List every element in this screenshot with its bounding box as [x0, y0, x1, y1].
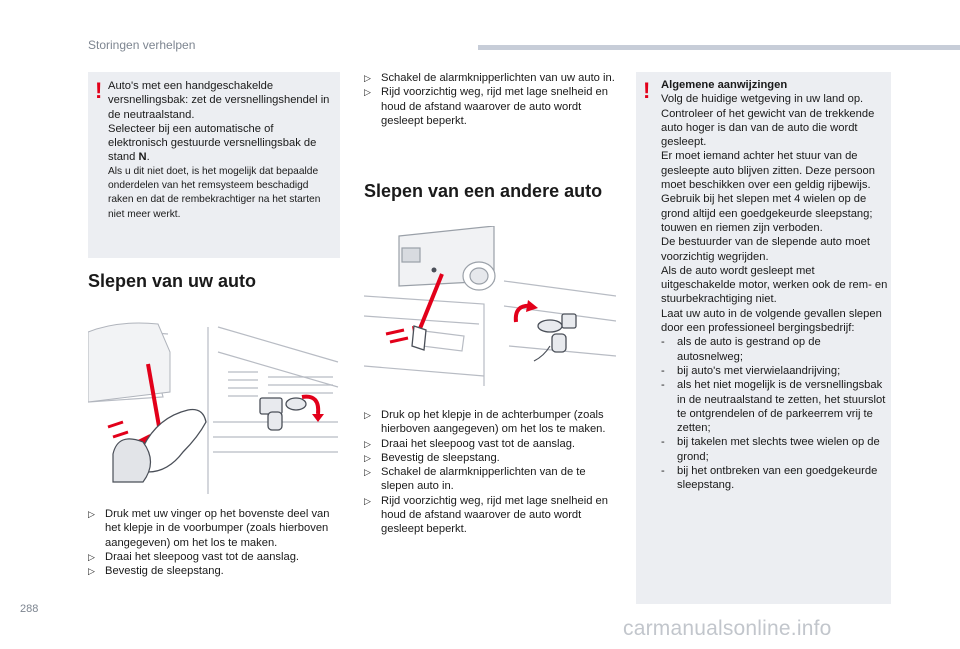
left-steps-list — [88, 507, 338, 578]
professional-towing-cases — [661, 335, 889, 492]
note-paragraph-automatic: Selecteer bij een automatische of elektronisch gestuurde versnellingsbak de stand N. — [108, 122, 317, 164]
list-item: ▷ Schakel de alarmknipperlichten van de te slepen auto in. — [364, 465, 620, 494]
list-item: ▷ Bevestig de sleepstang. — [88, 564, 338, 578]
heading-towing-own-car: Slepen van uw auto — [88, 271, 257, 291]
middle-steps-list — [364, 408, 620, 537]
note-paragraph-manual: Auto's met een handgeschakelde versnellingsbak: zet de versnellingshendel in de neutraalstand. — [108, 80, 330, 121]
list-item: ▷ Rijd voorzichtig weg, rijd met lage snelheid en houd de afstand waarover de auto wordt gesleept beperkt. — [364, 494, 620, 537]
instruction-paragraph: Als de auto wordt gesleept met uitgeschakelde motor, werken ook de rem- en stuurbekrachtiging niet. — [661, 264, 888, 306]
header-bar — [478, 45, 960, 50]
list-item: - als de auto is gestrand op de autosnelweg; — [661, 335, 889, 364]
instruction-paragraph: Controleer of het gewicht van de trekkende auto hoger is dan van de auto die wordt gesleept. — [661, 107, 875, 149]
instruction-paragraph: Gebruik bij het slepen met 4 wielen op de grond altijd een goedgekeurde sleepstang; touwen en riemen zijn verboden. — [661, 193, 873, 234]
list-item: ▷ Draai het sleepoog vast tot de aanslag. — [364, 437, 620, 451]
instruction-paragraph: Volg de huidige wetgeving in uw land op. — [661, 93, 864, 106]
warning-note-neutral — [88, 72, 340, 258]
instruction-paragraph: Laat uw auto in de volgende gevallen slepen door een professioneel bergingsbedrijf: — [661, 307, 882, 335]
general-instructions-box — [636, 72, 891, 604]
list-item: - bij auto's met vierwielaandrijving; — [661, 364, 889, 378]
list-item: ▷ Druk op het klepje in de achterbumper (zoals hierboven aangegeven) om het los te maken. — [364, 408, 620, 437]
note-paragraph-consequence: Als u dit niet doet, is het mogelijk dat bepaalde onderdelen van het remsysteem beschadigd raken en dat de rembekrachtiger na het starten niet meer werkt. — [108, 165, 321, 220]
list-item: ▷ Druk met uw vinger op het bovenste deel van het klepje in de voorbumper (zoals hierboven aangegeven) om het los te maken. — [88, 507, 338, 550]
warning-icon: ! — [643, 78, 651, 103]
list-item: ▷ Draai het sleepoog vast tot de aanslag. — [88, 550, 338, 564]
instruction-paragraph: De bestuurder van de slepende auto moet voorzichtig wegrijden. — [661, 236, 870, 263]
instructions-title: Algemene aanwijzingen — [661, 79, 788, 91]
list-item: ▷ Bevestig de sleepstang. — [364, 451, 620, 465]
page-number: 288 — [20, 603, 39, 615]
section-title: Storingen verhelpen — [88, 38, 196, 52]
watermark: carmanualsonline.info — [623, 617, 832, 640]
middle-top-steps-list — [364, 71, 620, 128]
list-item: - bij het ontbreken van een goedgekeurde sleepstang. — [661, 464, 889, 493]
list-item: - als het niet mogelijk is de versnellingsbak in de neutraalstand te zetten, het stuurslot te ontgrendelen of de parkeerrem vrij te zetten; — [661, 378, 889, 435]
rear-towing-illustration — [364, 226, 616, 396]
front-towing-illustration — [88, 322, 340, 494]
list-item: ▷ Schakel de alarmknipperlichten van uw auto in. — [364, 71, 620, 85]
list-item: ▷ Rijd voorzichtig weg, rijd met lage snelheid en houd de afstand waarover de auto wordt gesleept beperkt. — [364, 85, 620, 128]
heading-towing-other-car: Slepen van een andere auto — [364, 181, 603, 201]
instruction-paragraph: Er moet iemand achter het stuur van de gesleepte auto blijven zitten. Deze persoon moet beschikken over een geldig rijbewijs. — [661, 150, 875, 192]
warning-icon: ! — [95, 78, 103, 103]
list-item: - bij takelen met slechts twee wielen op de grond; — [661, 435, 889, 464]
